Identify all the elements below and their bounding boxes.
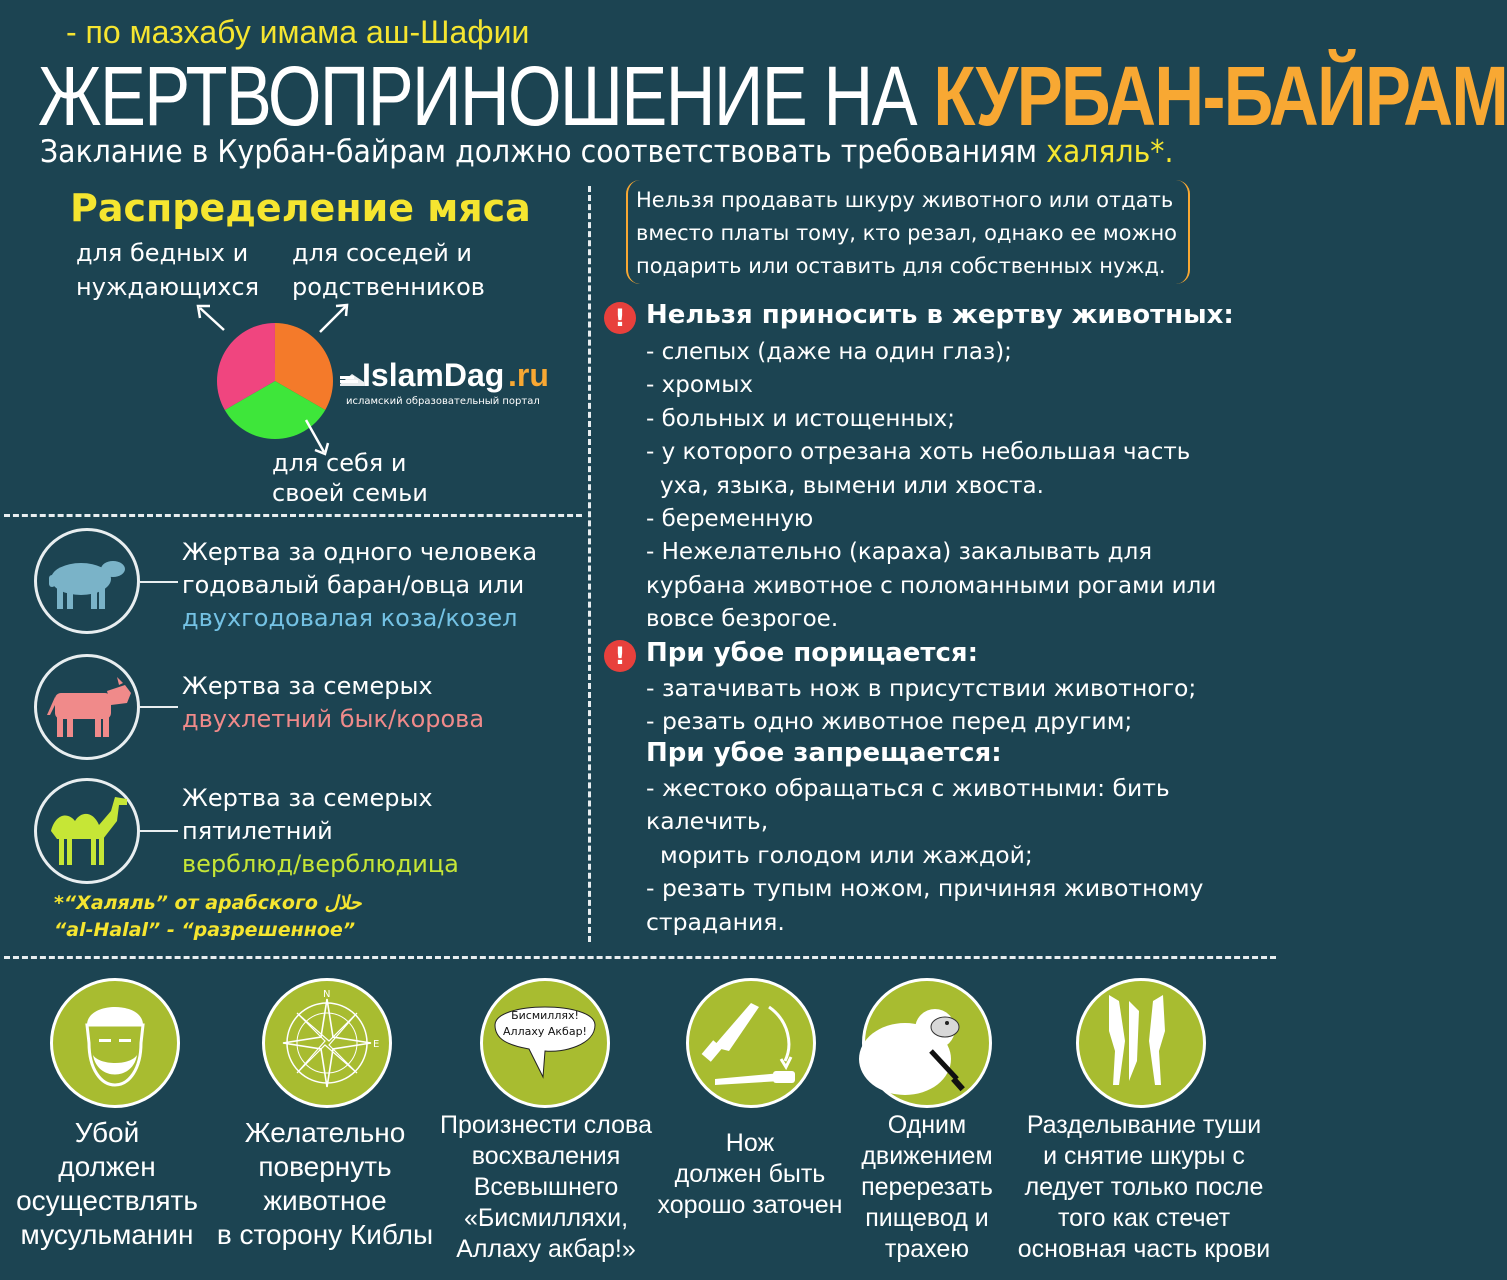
list-item: - у которого отрезана хоть небольшая часть bbox=[646, 439, 1191, 466]
sheep-line1: Жертва за одного человека bbox=[182, 538, 538, 566]
req-line: повернуть bbox=[258, 1151, 392, 1182]
camel-text bbox=[182, 782, 459, 881]
req-line: осуществлять bbox=[16, 1185, 198, 1216]
sheep-text bbox=[182, 536, 537, 635]
title-part-1: ЖЕРТВОПРИНОШЕНИЕ НА bbox=[38, 49, 934, 143]
logo-name: IslamDag bbox=[362, 357, 505, 393]
requirement-2-text bbox=[212, 1116, 438, 1252]
req-line: Произнести слова bbox=[440, 1111, 652, 1139]
footnote-line1: *“Халяль” от арабского حلال bbox=[54, 892, 362, 914]
warning-icon: ! bbox=[604, 640, 636, 672]
list-item: страдания. bbox=[646, 907, 785, 936]
arrow-neighbors bbox=[320, 306, 346, 332]
censured-heading: При убое порицается: bbox=[646, 638, 978, 668]
hide-note-line2: вместо платы тому, кто резал, однако ее можно bbox=[636, 221, 1178, 245]
page-title bbox=[38, 48, 1507, 144]
label-poor-line2: нуждающихся bbox=[76, 273, 260, 301]
list-item: - хромых bbox=[646, 372, 754, 399]
knife-circle bbox=[686, 978, 816, 1108]
logo-tagline: исламский образовательный портал bbox=[346, 396, 540, 407]
label-neighbors bbox=[292, 236, 485, 304]
label-poor bbox=[76, 236, 259, 304]
logo-domain: .ru bbox=[508, 357, 549, 393]
halal-footnote bbox=[54, 890, 361, 944]
req-line: хорошо заточен bbox=[657, 1191, 843, 1219]
left-divider bbox=[4, 514, 582, 517]
list-item: уха, языка, вымени или хвоста. bbox=[660, 472, 1044, 499]
speech-bubble-icon bbox=[483, 981, 607, 1105]
cow-text bbox=[182, 670, 484, 736]
lead-suffix: *. bbox=[1150, 134, 1174, 170]
distribution-title: Распределение мяса bbox=[70, 186, 531, 230]
sheep-line3: двухгодовалая коза/козел bbox=[182, 604, 518, 632]
req-line: ледует только после bbox=[1024, 1173, 1264, 1201]
arrow-self bbox=[306, 420, 324, 452]
req-line: должен быть bbox=[674, 1160, 826, 1188]
svg-text:N: N bbox=[323, 989, 331, 1000]
list-item: курбана животное с поломанными рогами или bbox=[646, 572, 1217, 599]
req-line: Всевышнего bbox=[473, 1173, 619, 1201]
label-self-line2: своей семьи bbox=[272, 479, 428, 507]
camel-icon bbox=[37, 781, 137, 881]
list-item: - жестоко обращаться с животными: бить bbox=[646, 774, 1170, 802]
vertical-divider bbox=[588, 186, 591, 942]
bubble-line2: Аллаху Акбар! bbox=[503, 1025, 587, 1038]
hide-note bbox=[636, 184, 1182, 283]
lead-main: Заклание в Курбан-байрам должно соответствовать требованиям bbox=[40, 134, 1047, 170]
requirement-1-text bbox=[14, 1116, 200, 1252]
sheep-knife-circle bbox=[862, 978, 992, 1108]
lead-highlight: халяль bbox=[1046, 134, 1151, 170]
forbidden-animals-heading: Нельзя приносить в жертву животных: bbox=[646, 300, 1234, 330]
label-poor-line1: для бедных и bbox=[76, 239, 249, 267]
title-part-2: КУРБАН-БАЙРАМ bbox=[933, 49, 1507, 143]
list-item: - слепых (даже на один глаз); bbox=[646, 339, 1012, 365]
req-line: Аллаху акбар!» bbox=[456, 1235, 636, 1263]
bubble-line1: Бисмиллях! bbox=[511, 1009, 579, 1022]
subtitle: - по мазхабу имама аш-Шафии bbox=[66, 14, 530, 50]
req-line: Желательно bbox=[244, 1117, 406, 1148]
list-item: - затачивать нож в присутствии животного; bbox=[646, 674, 1197, 702]
logo-graphic bbox=[338, 356, 578, 412]
list-item: - Нежелательно (караха) закалывать для bbox=[646, 539, 1153, 566]
compass-icon bbox=[265, 981, 389, 1105]
list-item: - беременную bbox=[646, 506, 814, 533]
cow-icon bbox=[37, 657, 137, 757]
req-line: Разделывание туши bbox=[1026, 1111, 1262, 1139]
camel-line1: Жертва за семерых bbox=[182, 784, 433, 812]
knife-icon bbox=[689, 981, 813, 1105]
bottom-divider bbox=[4, 956, 1276, 959]
list-item: вовсе безрогое. bbox=[646, 606, 839, 633]
svg-text:E: E bbox=[373, 1039, 380, 1050]
forbidden-animals-list bbox=[646, 336, 1216, 637]
req-line: мусульманин bbox=[20, 1219, 194, 1250]
camel-line3: верблюд/верблюдица bbox=[182, 850, 459, 878]
hide-note-line1: Нельзя продавать шкуру животного или отдать bbox=[636, 188, 1174, 212]
muslim-circle bbox=[50, 978, 180, 1108]
hide-note-line3: подарить или оставить для собственных нужд. bbox=[636, 254, 1166, 278]
camel-circle bbox=[34, 778, 140, 884]
requirement-5-text bbox=[846, 1110, 1008, 1265]
forbidden-list bbox=[646, 772, 1203, 939]
footnote-line2: “al-Halal” - “разрешенное” bbox=[54, 919, 356, 941]
req-line: «Бисмилляхи, bbox=[463, 1204, 629, 1232]
compass-circle bbox=[262, 978, 392, 1108]
camel-line2: пятилетний bbox=[182, 817, 333, 845]
req-line: животное bbox=[263, 1185, 387, 1216]
req-line: трахею bbox=[884, 1235, 970, 1263]
camel-connector bbox=[140, 830, 178, 832]
lead-text bbox=[40, 134, 1174, 170]
req-line: того как стечет bbox=[1057, 1204, 1231, 1232]
req-line: должен bbox=[58, 1151, 156, 1182]
carcass-icon bbox=[1079, 981, 1203, 1105]
req-line: в сторону Киблы bbox=[216, 1219, 434, 1250]
muslim-man-icon bbox=[53, 981, 177, 1105]
speech-circle bbox=[480, 978, 610, 1108]
requirement-3-text bbox=[436, 1110, 656, 1265]
req-line: перерезать bbox=[861, 1173, 993, 1201]
req-line: и снятие шкуры с bbox=[1043, 1142, 1245, 1170]
cow-line1: Жертва за семерых bbox=[182, 672, 433, 700]
list-item: - резать одно животное перед другим; bbox=[646, 707, 1133, 736]
req-line: Нож bbox=[725, 1129, 775, 1157]
cow-line2: двухлетний бык/корова bbox=[182, 705, 485, 733]
req-line: Убой bbox=[74, 1117, 140, 1148]
forbidden-heading: При убое запрещается: bbox=[646, 738, 1002, 768]
carcass-circle bbox=[1076, 978, 1206, 1108]
pie-chart bbox=[190, 296, 360, 466]
req-line: восхваления bbox=[471, 1142, 621, 1170]
list-item: - резать тупым ножом, причиняя животному bbox=[646, 874, 1204, 903]
sheep-circle bbox=[34, 528, 140, 634]
list-item: - больных и истощенных; bbox=[646, 405, 955, 432]
arrow-poor bbox=[200, 308, 224, 330]
req-line: Одним bbox=[887, 1111, 967, 1139]
cow-circle bbox=[34, 654, 140, 760]
sheep-line2: годовалый баран/овца или bbox=[182, 571, 525, 599]
sheep-connector bbox=[140, 581, 178, 583]
censured-list bbox=[646, 672, 1196, 739]
requirement-4-text bbox=[652, 1128, 848, 1221]
label-neighbors-line1: для соседей и bbox=[292, 239, 473, 267]
label-neighbors-line2: родственников bbox=[292, 273, 485, 301]
list-item: калечить, bbox=[646, 807, 769, 836]
requirement-6-text bbox=[1012, 1110, 1276, 1265]
cow-connector bbox=[140, 706, 178, 708]
req-line: движением bbox=[861, 1142, 993, 1170]
pie-slices bbox=[217, 323, 333, 439]
sheep-knife-icon bbox=[865, 981, 989, 1105]
warning-icon: ! bbox=[604, 302, 636, 334]
list-item: морить голодом или жаждой; bbox=[660, 840, 1033, 869]
req-line: основная часть крови bbox=[1017, 1235, 1271, 1263]
label-self-line1: для себя и bbox=[272, 449, 407, 477]
sheep-icon bbox=[37, 531, 137, 631]
req-line: пищевод и bbox=[865, 1204, 989, 1232]
islamdag-logo bbox=[338, 356, 578, 416]
